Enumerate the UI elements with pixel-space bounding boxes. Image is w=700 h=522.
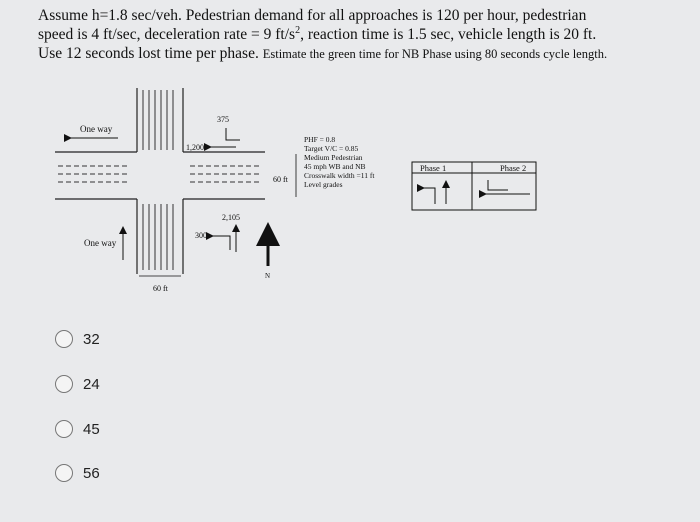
wb-right-turn-arrow: [226, 128, 240, 140]
volume-2105: 2,105: [222, 213, 240, 222]
radio-button[interactable]: [55, 420, 73, 438]
radio-button[interactable]: [55, 330, 73, 348]
choice-24[interactable]: [55, 373, 175, 395]
width-label-right: 60 ft: [273, 175, 288, 184]
choice-56[interactable]: [55, 462, 175, 484]
note-target-vc: Target V/C = 0.85: [304, 144, 359, 153]
one-way-label-bottom: One way: [84, 238, 117, 248]
choice-32[interactable]: [55, 328, 175, 350]
phase-2-label: Phase 2: [500, 163, 527, 173]
width-label-bottom: 60 ft: [153, 284, 168, 293]
question-line-1: Assume h=1.8 sec/veh. Pedestrian demand for all approaches is 120 per hour, pedestrian: [38, 7, 587, 24]
choice-label: 32: [83, 330, 100, 348]
nb-left-turn-arrow: [212, 236, 230, 250]
north-label: N: [265, 272, 271, 280]
note-pedestrian: Medium Pedestrian: [304, 153, 363, 162]
choice-label: 56: [83, 464, 100, 482]
volume-375: 375: [217, 115, 229, 124]
question-line-3: Use 12 seconds lost time per phase. Estimate the green time for NB Phase using 80 seconds cycle length.: [38, 45, 608, 62]
phase-1-left-arrow: [423, 188, 435, 204]
note-speed: 45 mph WB and NB: [304, 162, 366, 171]
note-grades: Level grades: [304, 180, 343, 189]
choice-label: 45: [83, 420, 100, 438]
phase-diagram: [412, 162, 536, 210]
volume-1200: 1,200: [186, 143, 204, 152]
intersection-diagram: [40, 84, 600, 304]
phase-1-label: Phase 1: [420, 163, 447, 173]
note-crosswalk: Crosswalk width =11 ft: [304, 171, 375, 180]
choice-45[interactable]: [55, 418, 175, 440]
question-text: [38, 6, 678, 64]
phase-2-right-arrow: [488, 180, 508, 190]
one-way-label-top: One way: [80, 124, 113, 134]
note-phf: PHF = 0.8: [304, 135, 336, 144]
site-notes: [304, 135, 375, 189]
choice-label: 24: [83, 375, 100, 393]
question-line-2: speed is 4 ft/sec, deceleration rate = 9 $ft/s^2$, reaction time is 1.5 sec, vehicle length is 20 ft.: [38, 24, 597, 43]
radio-button[interactable]: [55, 464, 73, 482]
volume-300: 300: [195, 231, 207, 240]
radio-button[interactable]: [55, 375, 73, 393]
